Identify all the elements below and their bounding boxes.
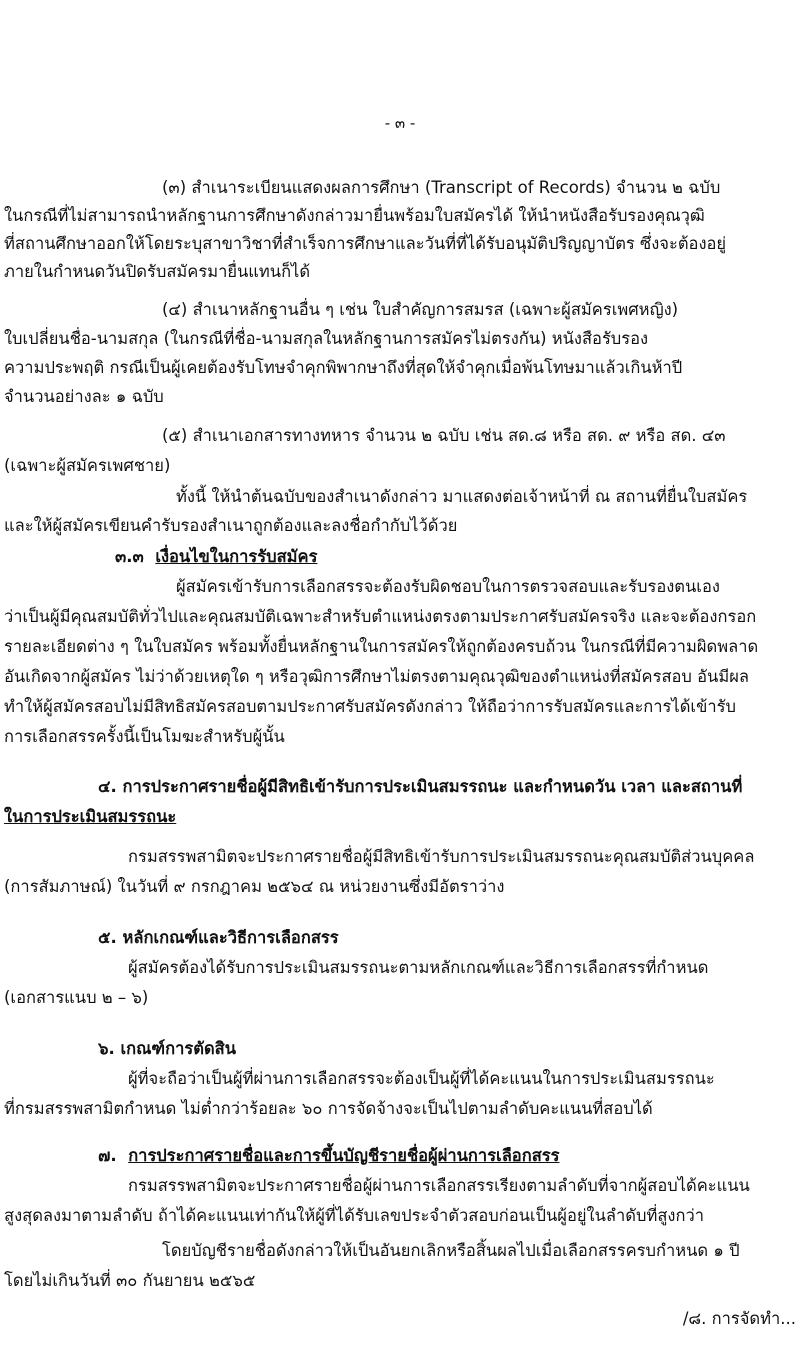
section-4-line-2: (การสัมภาษณ์) ในวันที่ ๙ กรกฎาคม ๒๕๖๔ ณ หน่วยงานซึ่งมีอัตราว่าง (4, 877, 505, 896)
section-5-line-2: (เอกสารแนบ ๒ – ๖) (4, 988, 149, 1007)
subsection-3-3-title: เงื่อนไขในการรับสมัคร (155, 547, 318, 566)
item-3-line-3: ที่สถานศึกษาออกให้โดยระบุสาขาวิชาที่สำเร็จการศึกษาและวันที่ที่ได้รับอนุมัติปริญญาบัตร ซึ่งจะต้องอยู่ (4, 234, 727, 253)
subsection-3-3-heading (115, 543, 800, 571)
section-5-heading: ๕. หลักเกณฑ์และวิธีการเลือกสรร (98, 928, 339, 947)
section-7-line-2: สูงสุดลงมาตามลำดับ ถ้าได้คะแนนเท่ากันให้ผู้ที่ได้รับเลขประจำตัวสอบก่อนเป็นผู้อยู่ในลำดับที่สูงกว่า (4, 1206, 704, 1225)
section-7-line-3: โดยบัญชีรายชื่อดังกล่าวให้เป็นอันยกเลิกหรือสิ้นผลไปเมื่อเลือกสรรครบกำหนด ๑ ปี (162, 1241, 740, 1260)
condition-line-1: ผู้สมัครเข้ารับการเลือกสรรจะต้องรับผิดชอบในการตรวจสอบและรับรองตนเอง (176, 577, 720, 596)
section-7-number: ๗. (98, 1146, 117, 1165)
note-line-1: ทั้งนี้ ให้นำต้นฉบับของสำเนาดังกล่าว มาแสดงต่อเจ้าหน้าที่ ณ สถานที่ยื่นใบสมัคร (176, 487, 748, 506)
item-4-line-2: ใบเปลี่ยนชื่อ-นามสกุล (ในกรณีที่ชื่อ-นามสกุลในหลักฐานการสมัครไม่ตรงกัน) หนังสือรับรอง (4, 329, 649, 348)
condition-line-4: อันเกิดจากผู้สมัคร ไม่ว่าด้วยเหตุใด ๆ หรือวุฒิการศึกษาไม่ตรงตามคุณวุฒิของตำแหน่งที่สมัครสอบ อันมีผล (4, 667, 749, 686)
continuation-marker: /๘. การจัดทำ... (682, 1309, 796, 1328)
subsection-3-3-number: ๓.๓ (115, 547, 144, 566)
section-7-line-4: โดยไม่เกินวันที่ ๓๐ กันยายน ๒๕๖๕ (4, 1271, 256, 1290)
note-line-2: และให้ผู้สมัครเขียนคำรับรองสำเนาถูกต้องและลงชื่อกำกับไว้ด้วย (4, 516, 458, 535)
item-3-line-1: (๓) สำเนาระเบียนแสดงผลการศึกษา (Transcript of Records) จำนวน ๒ ฉบับ (162, 178, 721, 197)
section-6-line-2: ที่กรมสรรพสามิตกำหนด ไม่ต่ำกว่าร้อยละ ๖๐ การจัดจ้างจะเป็นไปตามลำดับคะแนนที่สอบได้ (4, 1099, 653, 1118)
item-3-line-4: ภายในกำหนดวันปิดรับสมัครมายื่นแทนก็ได้ (4, 262, 311, 281)
section-6-heading: ๖. เกณฑ์การตัดสิน (98, 1039, 237, 1058)
item-4-line-1: (๔) สำเนาหลักฐานอื่น ๆ เช่น ใบสำคัญการสมรส (เฉพาะผู้สมัครเพศหญิง) (162, 300, 679, 319)
condition-line-5: ทำให้ผู้สมัครสอบไม่มีสิทธิสมัครสอบตามประกาศรับสมัครดังกล่าว ให้ถือว่าการรับสมัครและการได้เข้ารับ (4, 697, 736, 716)
page-number: - ๓ - (384, 114, 416, 132)
section-4-heading: ๔. การประกาศรายชื่อผู้มีสิทธิเข้ารับการประเมินสมรรถนะ และกำหนดวัน เวลา และสถานที่ (98, 777, 743, 796)
condition-line-3: รายละเอียดต่าง ๆ ในใบสมัคร พร้อมทั้งยื่นหลักฐานในการสมัครให้ถูกต้องครบถ้วน ในกรณีที่มีความผิดพลาด (4, 637, 759, 656)
section-4-line-1: กรมสรรพสามิตจะประกาศรายชื่อผู้มีสิทธิเข้ารับการประเมินสมรรถนะคุณสมบัติส่วนบุคคล (128, 847, 755, 866)
condition-line-2: ว่าเป็นผู้มีคุณสมบัติทั่วไปและคุณสมบัติเฉพาะสำหรับตำแหน่งตรงตามประกาศรับสมัครจริง และจะต้องกรอก (4, 607, 757, 626)
condition-line-6: การเลือกสรรครั้งนี้เป็นโมฆะสำหรับผู้นั้น (4, 727, 285, 746)
item-4-line-3: ความประพฤติ กรณีเป็นผู้เคยต้องรับโทษจำคุกพิพากษาถึงที่สุดให้จำคุกเมื่อพ้นโทษมาแล้วเกินห้าปี (4, 358, 683, 377)
item-3-line-2: ในกรณีที่ไม่สามารถนำหลักฐานการศึกษาดังกล่าวมายื่นพร้อมใบสมัครได้ ให้นำหนังสือรับรองคุณวุฒิ (4, 206, 705, 225)
item-5-line-1: (๕) สำเนาเอกสารทางทหาร จำนวน ๒ ฉบับ เช่น สด.๘ หรือ สด. ๙ หรือ สด. ๔๓ (162, 426, 726, 445)
item-5-line-2: (เฉพาะผู้สมัครเพศชาย) (4, 456, 171, 475)
section-7-heading (98, 1142, 800, 1170)
item-4-line-4: จำนวนอย่างละ ๑ ฉบับ (4, 387, 164, 406)
section-6-line-1: ผู้ที่จะถือว่าเป็นผู้ที่ผ่านการเลือกสรรจะต้องเป็นผู้ที่ได้คะแนนในการประเมินสมรรถนะ (128, 1069, 715, 1088)
section-7-line-1: กรมสรรพสามิตจะประกาศรายชื่อผู้ผ่านการเลือกสรรเรียงตามลำดับที่จากผู้สอบได้คะแนน (128, 1176, 750, 1195)
section-4-heading-cont: ในการประเมินสมรรถนะ (4, 807, 177, 826)
section-5-line-1: ผู้สมัครต้องได้รับการประเมินสมรรถนะตามหลักเกณฑ์และวิธีการเลือกสรรที่กำหนด (128, 958, 709, 977)
section-7-title: การประกาศรายชื่อและการขึ้นบัญชีรายชื่อผู้ผ่านการเลือกสรร (128, 1146, 560, 1165)
